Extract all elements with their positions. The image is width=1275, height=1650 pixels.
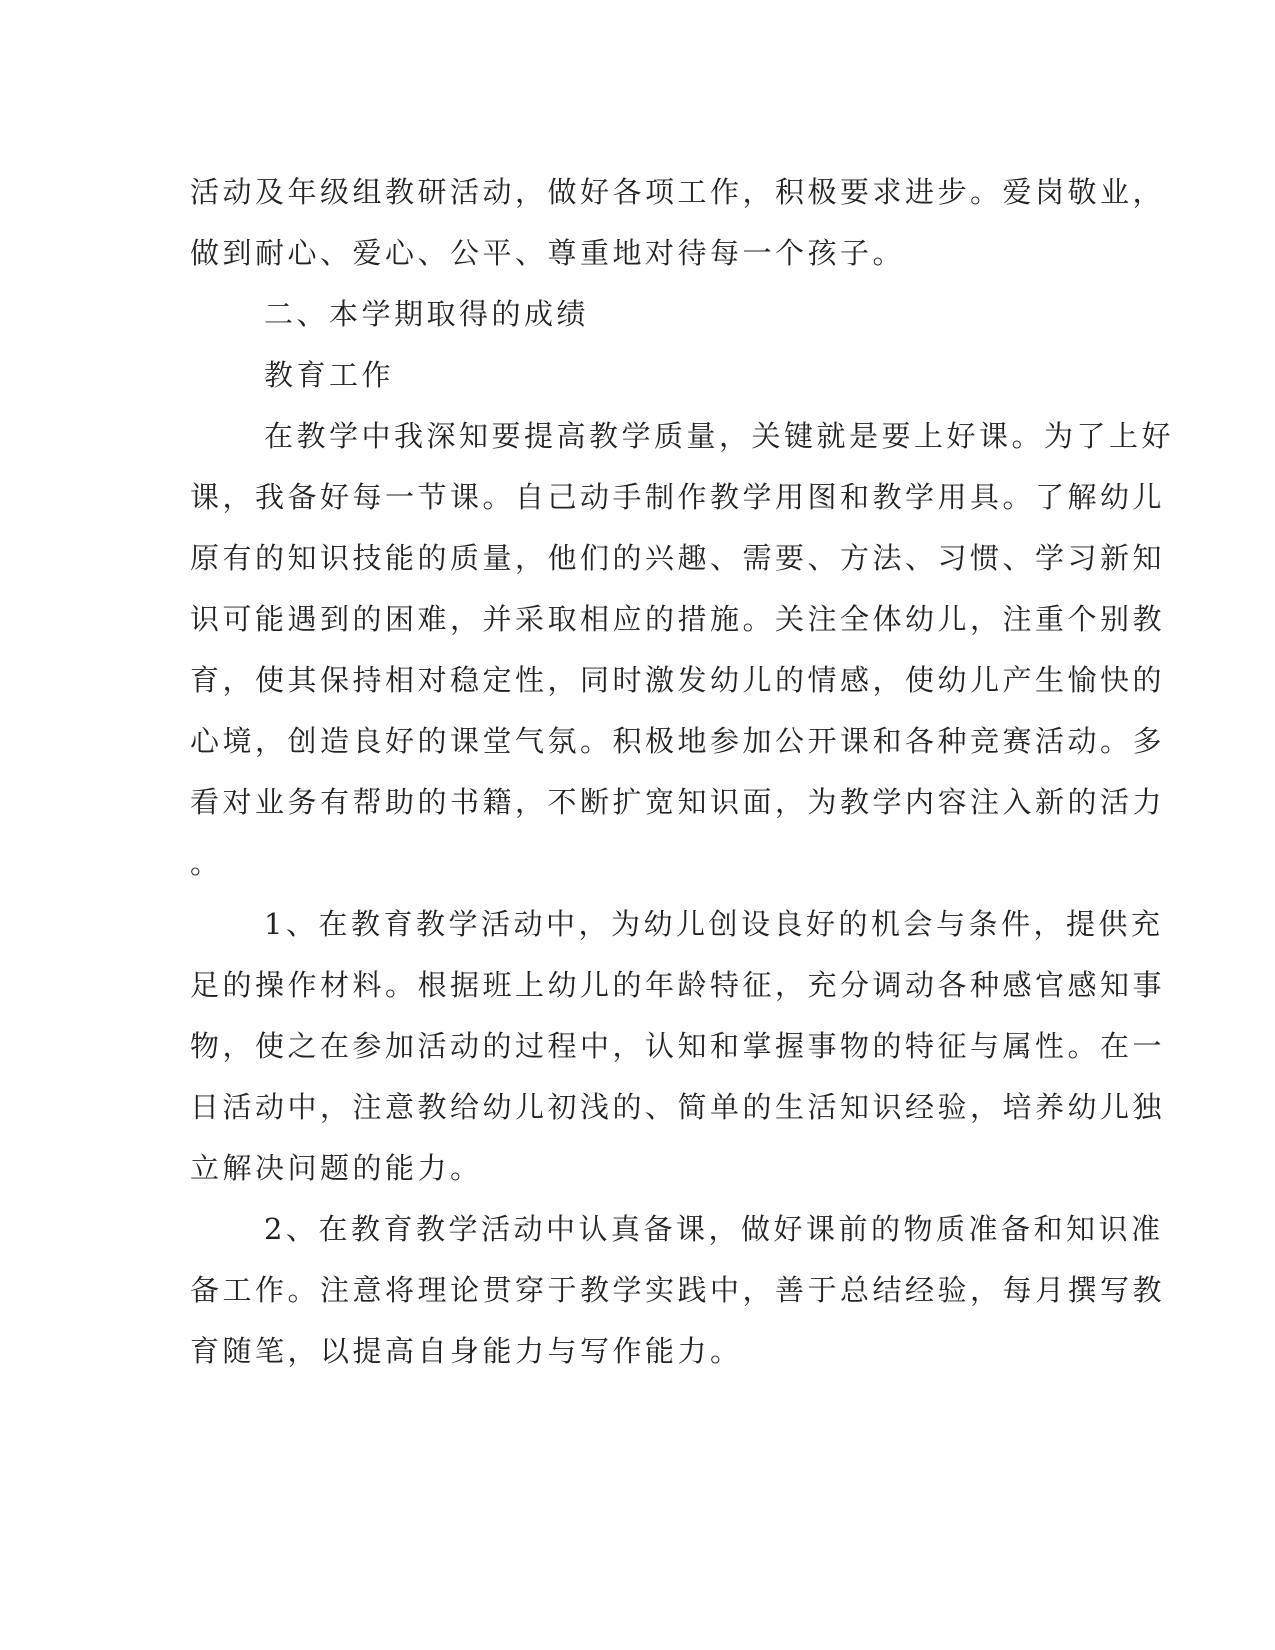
text-line: 课，我备好每一节课。自己动手制作教学用图和教学用具。了解幼儿 <box>190 480 1166 514</box>
text-line: 看对业务有帮助的书籍，不断扩宽知识面，为教学内容注入新的活力 <box>190 785 1166 819</box>
text-line: 育，使其保持相对稳定性，同时激发幼儿的情感，使幼儿产生愉快的 <box>190 663 1166 697</box>
text-line: 2、在教育教学活动中认真备课，做好课前的物质准备和知识准 <box>264 1212 1164 1246</box>
text-line: 识可能遇到的困难，并采取相应的措施。关注全体幼儿，注重个别教 <box>190 602 1166 636</box>
text-line: 做到耐心、爱心、公平、尊重地对待每一个孩子。 <box>190 236 906 270</box>
section-heading: 二、本学期取得的成绩 <box>264 297 590 331</box>
document-body <box>190 162 1175 1382</box>
text-line: 物，使之在参加活动的过程中，认知和掌握事物的特征与属性。在一 <box>190 1029 1166 1063</box>
text-line: 育随笔，以提高自身能力与写作能力。 <box>190 1334 743 1368</box>
text-line: 立解决问题的能力。 <box>190 1151 483 1185</box>
text-line: 备工作。注意将理论贯穿于教学实践中，善于总结经验，每月撰写教 <box>190 1273 1166 1307</box>
text-line: 心境，创造良好的课堂气氛。积极地参加公开课和各种竞赛活动。多 <box>190 724 1166 758</box>
text-line: 1、在教育教学活动中，为幼儿创设良好的机会与条件，提供充 <box>264 907 1164 941</box>
text-line: 活动及年级组教研活动，做好各项工作，积极要求进步。爱岗敬业， <box>190 175 1166 209</box>
text-line: 在教学中我深知要提高教学质量，关键就是要上好课。为了上好 <box>264 419 1175 453</box>
text-line: 原有的知识技能的质量，他们的兴趣、需要、方法、习惯、学习新知 <box>190 541 1166 575</box>
text-line: 足的操作材料。根据班上幼儿的年龄特征，充分调动各种感官感知事 <box>190 968 1166 1002</box>
subsection-heading: 教育工作 <box>264 358 395 392</box>
text-line: 日活动中，注意教给幼儿初浅的、简单的生活知识经验，培养幼儿独 <box>190 1090 1166 1124</box>
text-line: 。 <box>190 846 223 880</box>
